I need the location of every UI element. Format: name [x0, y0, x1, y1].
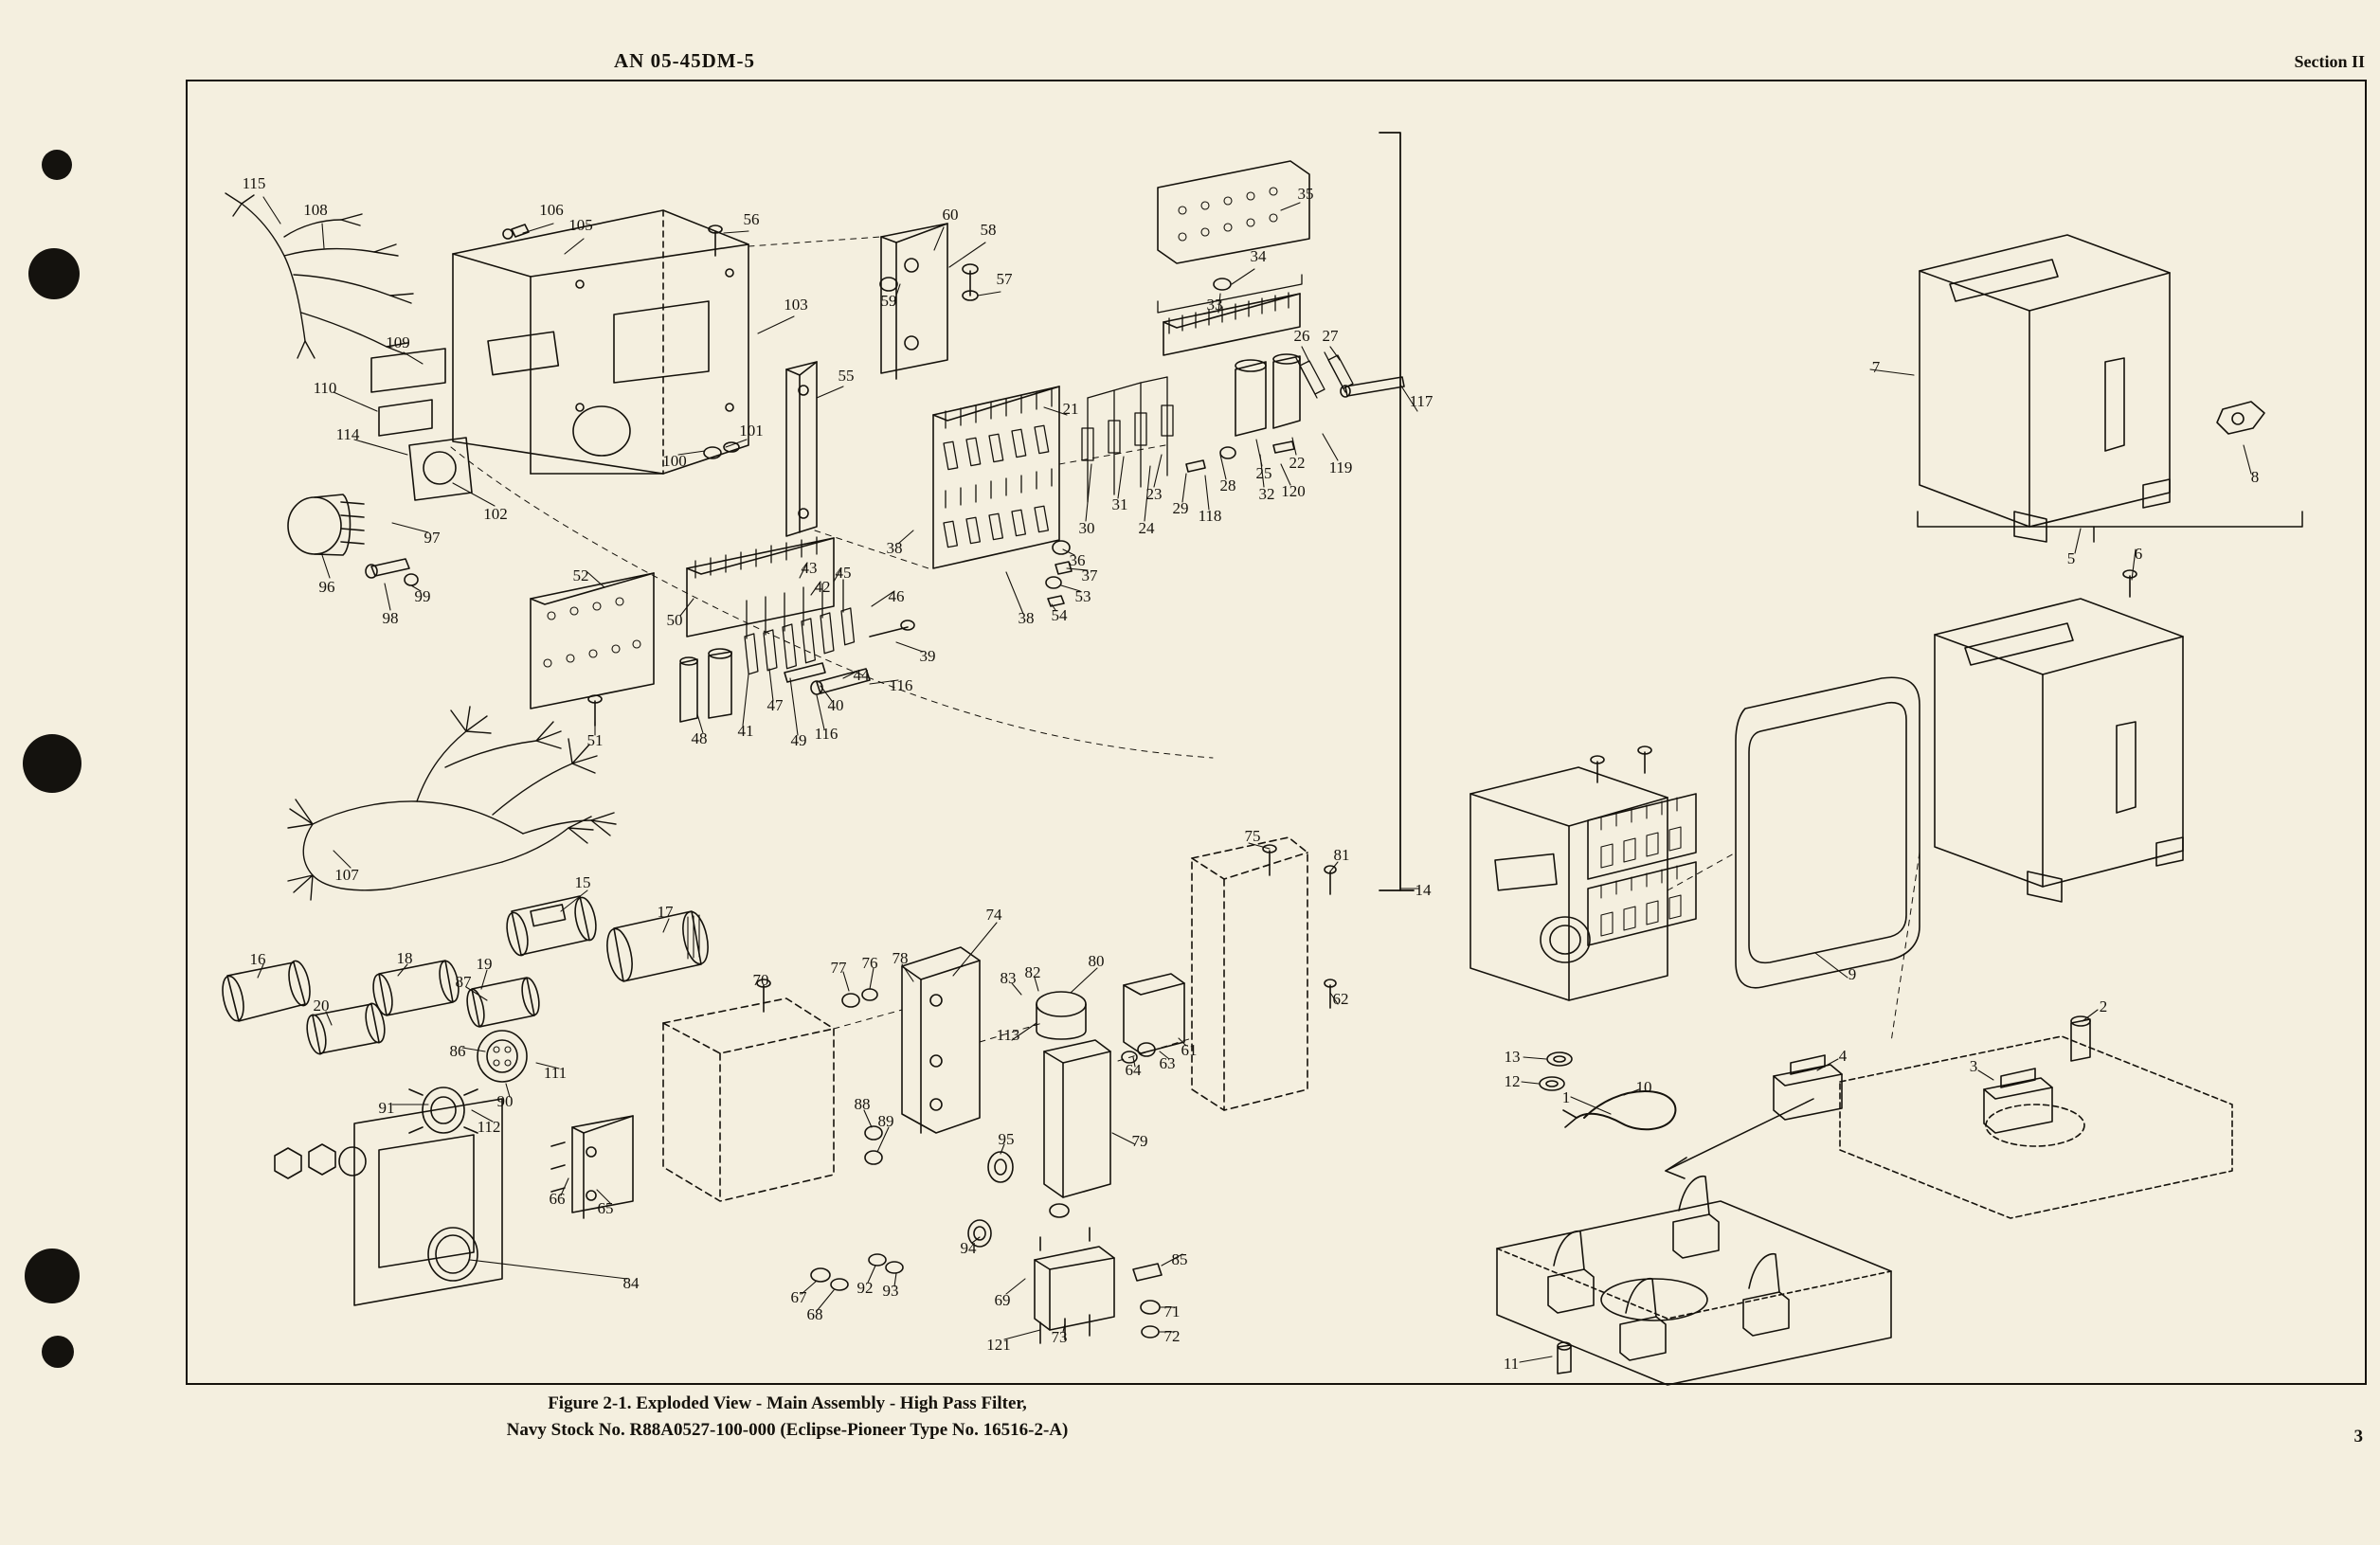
callout-number: 1 — [1561, 1088, 1571, 1106]
figure-caption — [186, 1391, 1389, 1443]
callout-number: 50 — [666, 611, 683, 629]
callout-number: 91 — [378, 1099, 395, 1117]
callout-number: 114 — [335, 425, 360, 443]
callout-number: 59 — [880, 292, 897, 310]
callout-number: 7 — [1871, 358, 1881, 376]
callout-number: 13 — [1504, 1048, 1521, 1066]
callout-number: 119 — [1328, 458, 1353, 476]
callout-number: 31 — [1111, 495, 1128, 513]
callout-number: 82 — [1024, 963, 1041, 981]
callout-number: 89 — [877, 1112, 894, 1130]
callout-number: 64 — [1125, 1061, 1142, 1079]
callout-number: 30 — [1078, 519, 1095, 537]
callout-number: 96 — [318, 578, 335, 596]
callout-number: 85 — [1171, 1250, 1188, 1268]
callout-number: 15 — [574, 873, 591, 891]
callout-number: 102 — [483, 505, 508, 523]
callout-number: 94 — [960, 1239, 977, 1257]
callout-number: 66 — [549, 1190, 566, 1208]
callout-number: 28 — [1219, 476, 1236, 494]
callout-number: 3 — [1969, 1057, 1978, 1075]
callout-number: 75 — [1244, 827, 1261, 845]
callout-number: 113 — [996, 1026, 1020, 1044]
callout-number: 98 — [382, 609, 399, 627]
figure-caption-line-1: Figure 2-1. Exploded View - Main Assembly - High Pass Filter, — [548, 1393, 1027, 1413]
callout-number: 34 — [1250, 247, 1267, 265]
callout-number: 78 — [892, 949, 909, 967]
callout-number: 49 — [790, 731, 807, 749]
document-number: AN 05-45DM-5 — [614, 49, 756, 72]
callout-number: 88 — [854, 1095, 871, 1113]
callout-number: 99 — [414, 587, 431, 605]
callout-number: 25 — [1255, 464, 1272, 482]
callout-number: 20 — [313, 997, 330, 1015]
callout-number: 32 — [1258, 485, 1275, 503]
callout-number: 84 — [622, 1274, 640, 1292]
callout-number: 97 — [424, 529, 441, 547]
callout-number: 48 — [691, 729, 708, 747]
callout-number: 17 — [657, 903, 674, 921]
callout-number: 42 — [814, 578, 831, 596]
callout-number: 112 — [477, 1118, 501, 1136]
callout-number: 47 — [766, 696, 784, 714]
callout-number: 46 — [888, 587, 905, 605]
callout-number: 38 — [886, 539, 903, 557]
callout-number: 54 — [1051, 606, 1068, 624]
callout-number: 109 — [386, 333, 410, 351]
callout-number: 63 — [1159, 1054, 1176, 1072]
section-label: Section II — [2294, 52, 2365, 71]
callout-number: 6 — [2134, 545, 2143, 563]
callout-number: 22 — [1289, 454, 1306, 472]
callout-number: 60 — [942, 206, 959, 224]
callout-number: 87 — [455, 973, 472, 991]
callout-number: 57 — [996, 270, 1013, 288]
callout-number: 19 — [476, 955, 493, 973]
callout-number: 23 — [1145, 485, 1163, 503]
callout-number: 71 — [1163, 1302, 1181, 1320]
callout-number: 110 — [313, 379, 337, 397]
callout-number: 72 — [1163, 1327, 1181, 1345]
callout-number: 52 — [572, 566, 589, 584]
callout-number: 81 — [1333, 846, 1350, 864]
callout-number: 73 — [1051, 1328, 1068, 1346]
callout-number: 45 — [835, 564, 852, 582]
callout-number: 106 — [539, 201, 564, 219]
figure-caption-line-2: Navy Stock No. R88A0527-100-000 (Eclipse-Pioneer Type No. 16516-2-A) — [506, 1419, 1069, 1440]
callout-number: 111 — [543, 1064, 568, 1082]
callout-number: 37 — [1081, 566, 1098, 584]
callout-number: 70 — [752, 971, 769, 989]
callout-number: 100 — [662, 452, 687, 470]
callout-number: 35 — [1297, 185, 1314, 203]
callout-number: 11 — [1503, 1355, 1520, 1373]
callout-number: 51 — [586, 731, 604, 749]
page-number: 3 — [2353, 1427, 2363, 1446]
callout-number: 93 — [882, 1282, 899, 1300]
callout-number: 38 — [1018, 609, 1035, 627]
callout-number: 80 — [1088, 952, 1105, 970]
callout-number: 117 — [1409, 392, 1433, 410]
callout-number: 58 — [980, 221, 997, 239]
callout-number: 86 — [449, 1042, 466, 1060]
callout-number: 69 — [994, 1291, 1011, 1309]
callout-number: 4 — [1838, 1047, 1848, 1065]
callout-number: 79 — [1131, 1132, 1148, 1150]
callout-number: 107 — [334, 866, 359, 884]
callout-number: 120 — [1281, 482, 1306, 500]
callout-number: 108 — [303, 201, 328, 219]
callout-number: 121 — [986, 1336, 1011, 1354]
callout-number: 21 — [1062, 400, 1079, 418]
callout-number: 67 — [790, 1288, 807, 1306]
callout-number: 92 — [856, 1279, 874, 1297]
callout-number: 9 — [1848, 965, 1857, 983]
callout-number: 55 — [838, 367, 855, 385]
callout-number: 12 — [1504, 1072, 1521, 1090]
punch-hole — [23, 734, 81, 793]
callout-number: 41 — [737, 722, 754, 740]
callout-number: 44 — [853, 666, 870, 684]
callout-number: 115 — [242, 174, 266, 192]
callout-number: 5 — [2066, 549, 2076, 567]
callout-number: 116 — [814, 725, 838, 743]
callout-number: 33 — [1206, 296, 1223, 314]
callout-number: 83 — [1000, 969, 1017, 987]
callout-number: 103 — [784, 296, 808, 314]
callout-number: 24 — [1138, 519, 1155, 537]
callout-number: 56 — [743, 210, 760, 228]
callout-number: 68 — [806, 1305, 823, 1323]
callout-number: 118 — [1198, 507, 1222, 525]
callout-number: 16 — [249, 950, 266, 968]
callout-number: 101 — [739, 422, 764, 440]
punch-hole — [28, 248, 80, 299]
callout-number: 53 — [1074, 587, 1091, 605]
callout-number: 40 — [827, 696, 844, 714]
callout-number: 10 — [1635, 1078, 1652, 1096]
punch-hole — [25, 1249, 80, 1303]
punch-hole — [42, 150, 72, 180]
callout-number: 43 — [801, 559, 818, 577]
callout-number: 65 — [597, 1199, 614, 1217]
callout-number: 14 — [1415, 881, 1432, 899]
callout-number: 105 — [568, 216, 593, 234]
callout-number: 29 — [1172, 499, 1189, 517]
callout-number: 27 — [1322, 327, 1339, 345]
callout-number: 95 — [998, 1130, 1015, 1148]
callout-number: 76 — [861, 954, 878, 972]
callout-number: 8 — [2250, 468, 2260, 486]
callout-number: 77 — [830, 959, 847, 977]
callout-number: 18 — [396, 949, 413, 967]
figure-border — [186, 80, 2367, 1385]
callout-number: 39 — [919, 647, 936, 665]
callout-number: 36 — [1069, 551, 1086, 569]
punch-hole — [42, 1336, 74, 1368]
callout-number: 26 — [1293, 327, 1310, 345]
callout-number: 90 — [496, 1092, 514, 1110]
callout-number: 116 — [889, 676, 913, 694]
callout-number: 2 — [2099, 997, 2108, 1015]
callout-number: 74 — [985, 906, 1002, 924]
callout-number: 62 — [1332, 990, 1349, 1008]
callout-number: 61 — [1181, 1041, 1198, 1059]
